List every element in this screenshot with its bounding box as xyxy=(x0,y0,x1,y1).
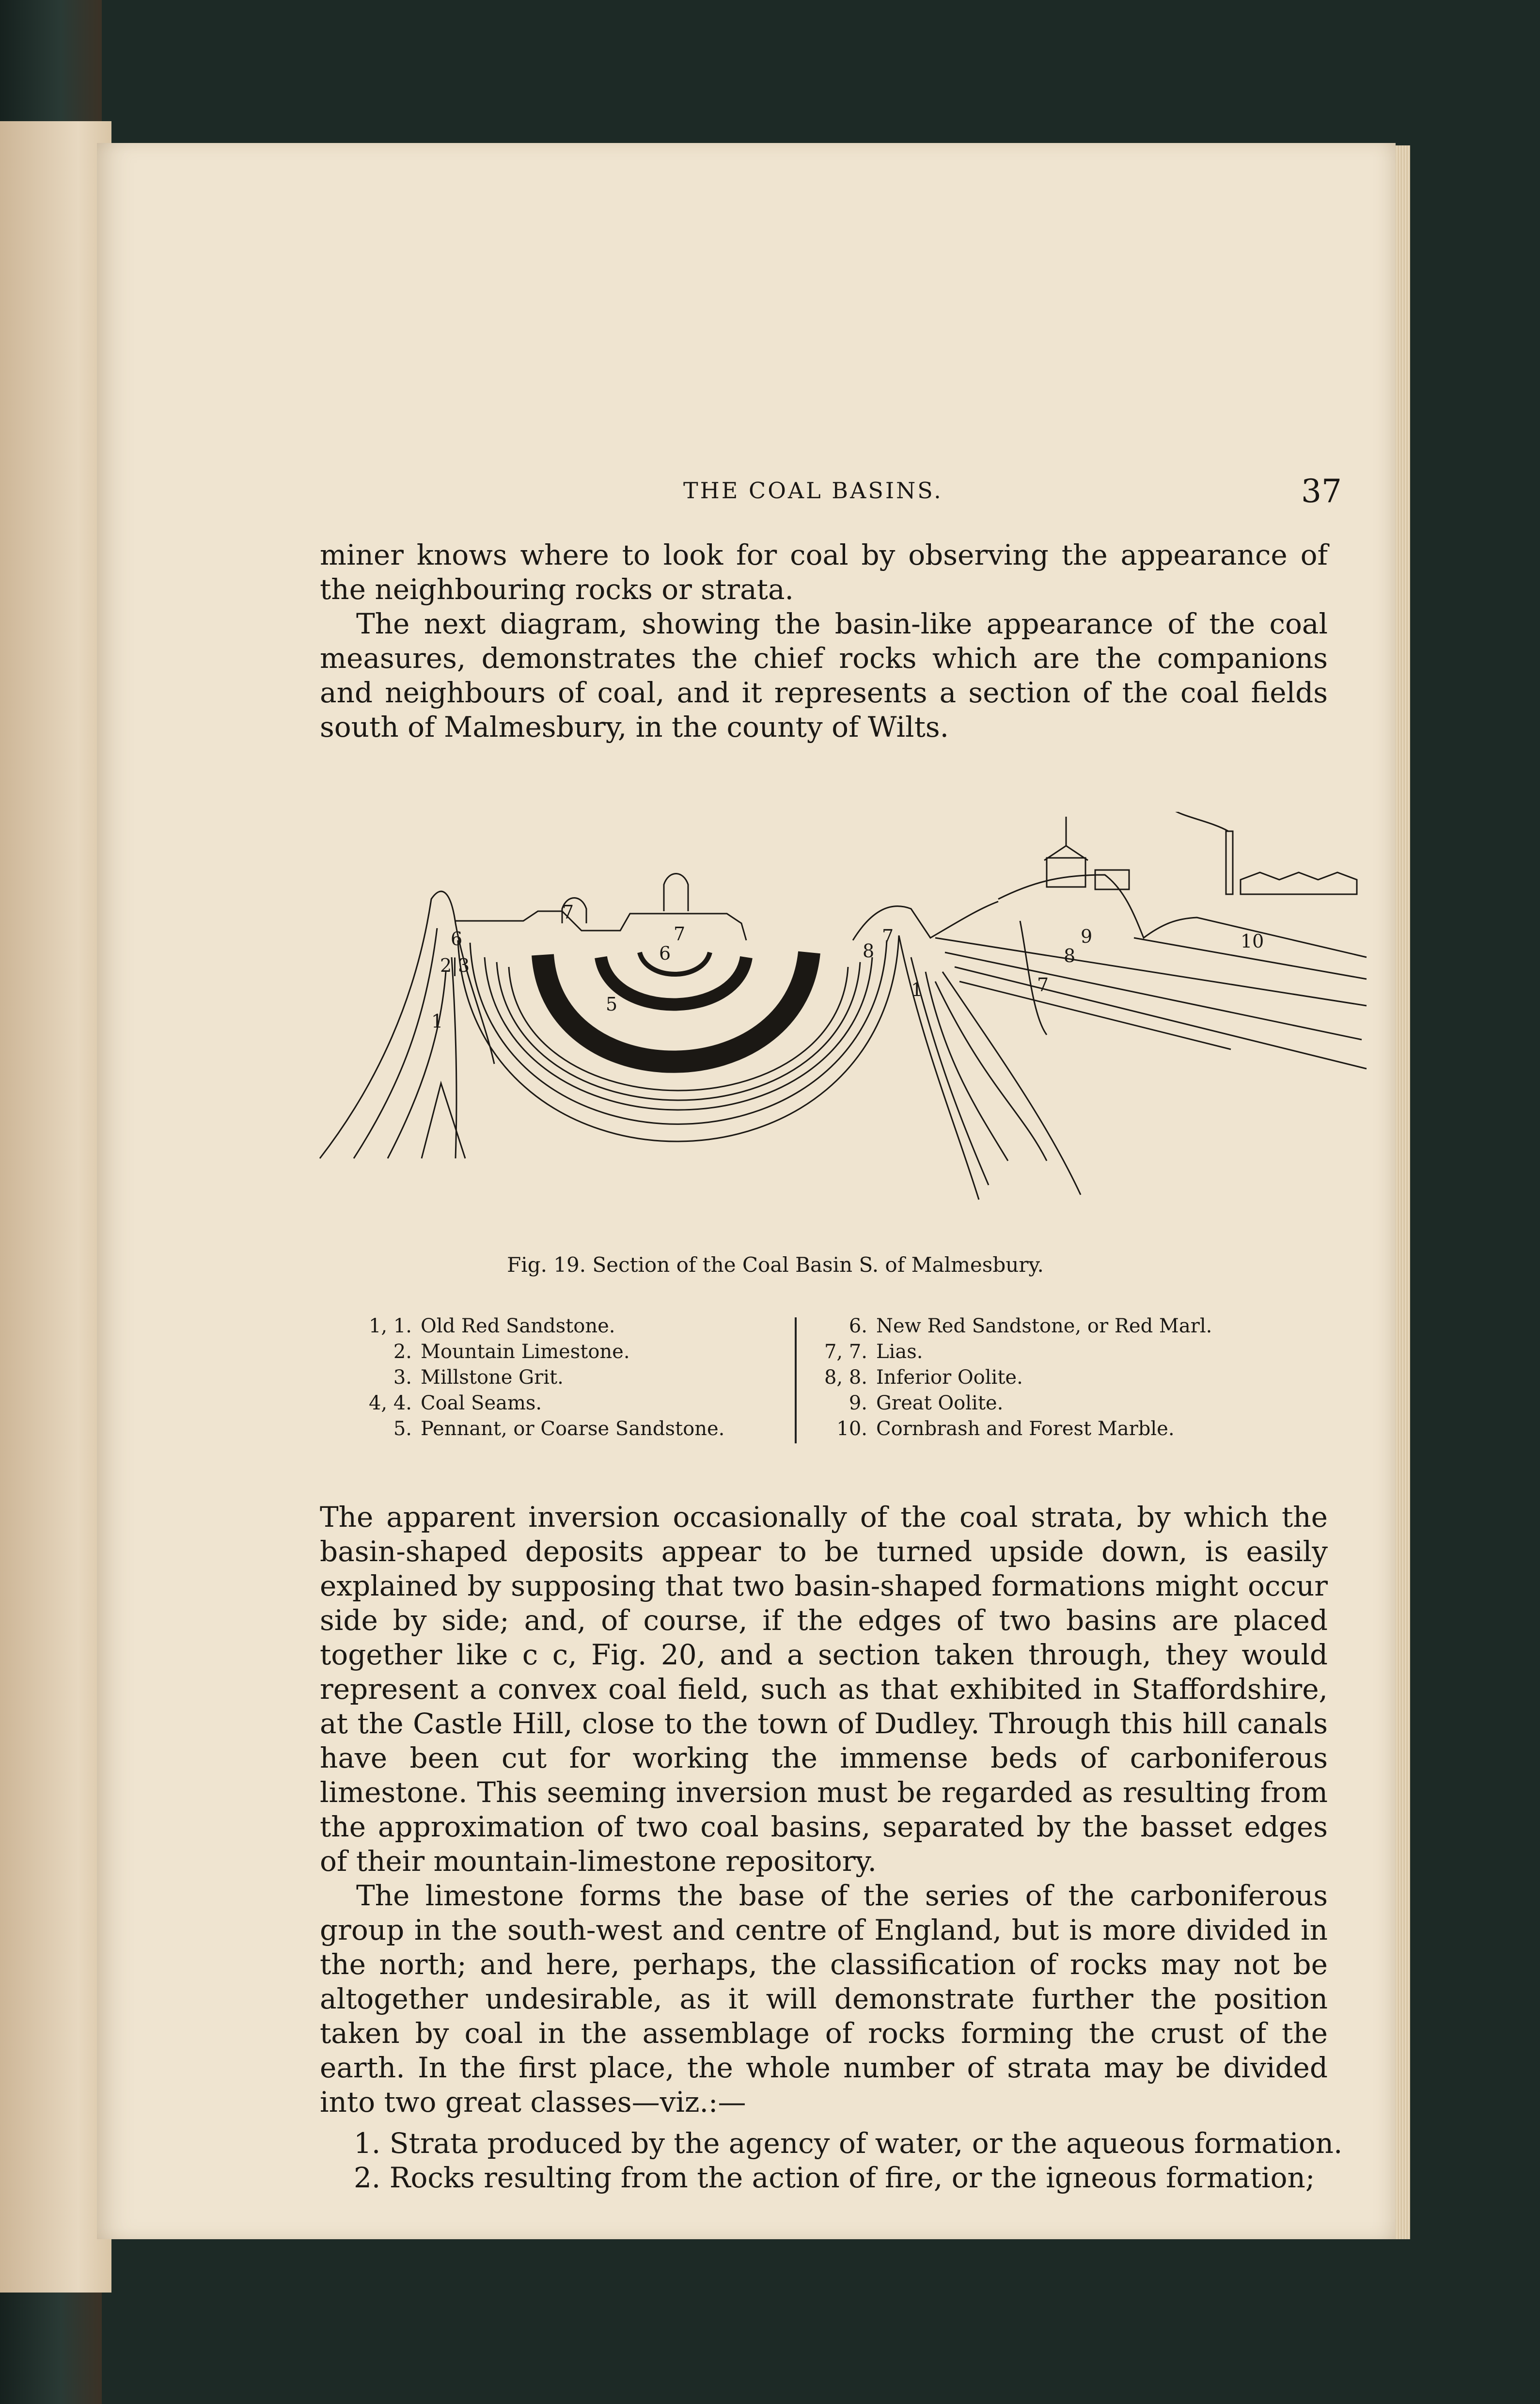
left-anticline-inner1 xyxy=(354,928,437,1158)
label-1-right: 1 xyxy=(911,979,923,1000)
factory-chimney xyxy=(1226,831,1233,894)
legend-text: Mountain Limestone. xyxy=(421,1341,630,1363)
label-4-inner: 4 xyxy=(674,1008,686,1029)
legend-divider xyxy=(795,1317,797,1443)
label-8-right: 8 xyxy=(1064,945,1076,966)
list-item: 1. Strata produced by the agency of water, or the aqueous formation. xyxy=(354,2127,1343,2160)
figure-legend xyxy=(349,1313,1308,1444)
legend-text: Inferior Oolite. xyxy=(876,1366,1023,1389)
legend-left-column xyxy=(349,1313,785,1442)
smoke xyxy=(1134,812,1228,831)
legend-item xyxy=(804,1391,1337,1416)
figure-caption-text: Fig. 19. Section of the Coal Basin S. of Malmesbury. xyxy=(507,1253,1044,1277)
body-text xyxy=(320,1500,1343,2195)
legend-item xyxy=(804,1365,1337,1391)
legend-item xyxy=(349,1391,785,1416)
label-1-left: 1 xyxy=(431,1011,443,1032)
hill-center-bump xyxy=(664,874,688,912)
legend-item xyxy=(349,1313,785,1339)
page-stack-edge xyxy=(1396,145,1410,2239)
legend-right-column xyxy=(804,1313,1337,1442)
legend-number: 10. xyxy=(836,1418,867,1440)
label-4-outer: 4 xyxy=(644,1071,657,1092)
legend-number: 6. xyxy=(849,1315,867,1337)
left-anticline-inner3 xyxy=(422,1083,465,1158)
paragraph-continued: miner knows where to look for coal by observing the appearance of the neighbouring rocks or strata. xyxy=(320,538,1328,606)
legend-number: 5. xyxy=(393,1418,412,1440)
previous-page-edge xyxy=(0,121,111,2293)
house-left xyxy=(1047,858,1085,887)
book-page xyxy=(97,143,1396,2239)
label-2-3: 2|3 xyxy=(440,955,470,976)
label-9: 9 xyxy=(1081,926,1093,947)
legend-text: New Red Sandstone, or Red Marl. xyxy=(876,1315,1212,1337)
legend-text: Cornbrash and Forest Marble. xyxy=(876,1418,1175,1440)
legend-number: 8, 8. xyxy=(824,1366,867,1389)
running-title: THE COAL BASINS. xyxy=(683,477,943,504)
legend-item xyxy=(349,1365,785,1391)
legend-number: 4, 4. xyxy=(368,1392,412,1414)
label-7-center: 7 xyxy=(674,923,686,945)
legend-number: 7, 7. xyxy=(824,1341,867,1363)
legend-text: Old Red Sandstone. xyxy=(421,1315,615,1337)
left-anticline-inner4 xyxy=(452,957,456,1158)
label-7-left: 7 xyxy=(562,902,574,923)
figure-caption xyxy=(97,1253,1396,1277)
legend-number: 1, 1. xyxy=(368,1315,412,1337)
left-anticline-inner2 xyxy=(388,972,446,1158)
house-mid xyxy=(1095,870,1129,889)
legend-text: Millstone Grit. xyxy=(421,1366,564,1389)
coal-seam-inner xyxy=(601,957,746,1005)
legend-item xyxy=(804,1416,1337,1442)
basin-arc-2 xyxy=(470,940,887,1124)
paragraph-limestone: The limestone forms the base of the series of the carboniferous group in the south-west and centre of England, but is more divided in the north; and here, perhaps, the classification of rocks may not be altogether undesirable, as it will demonstrate further the position taken by coal in the assemblage of rocks forming the crust of the earth. In the first place, the whole number of strata may be divided into two great classes—viz.:— xyxy=(320,1879,1328,2119)
right-strata-2 xyxy=(945,952,1362,1040)
paragraph-inversion: The apparent inversion occasionally of the coal strata, by which the basin-shaped deposits appear to be turned upside down, is easily explained by supposing that two basin-shaped formations might occur side by side; and, of course, if the edges of two basins are placed together like c c, Fig. 20, and a section taken through, they would represent a convex coal field, such as that exhibited in Staffordshire, at the Castle Hill, close to the town of Dudley. Through this hill canals have been cut for working the immense beds of carboniferous limestone. This seeming inversion must be regarded as resulting from the approximation of two coal basins, separated by the basset edges of their mountain-limestone repository. xyxy=(320,1501,1328,1878)
ground-surface-left xyxy=(456,911,746,940)
label-7-right: 7 xyxy=(1037,974,1049,996)
legend-item xyxy=(349,1416,785,1442)
legend-number: 9. xyxy=(849,1392,867,1414)
label-6-left: 6 xyxy=(451,928,463,949)
legend-text: Coal Seams. xyxy=(421,1392,542,1414)
label-10: 10 xyxy=(1241,931,1264,952)
right-strata-4 xyxy=(959,981,1231,1049)
legend-text: Great Oolite. xyxy=(876,1392,1004,1414)
label-7-outcrop: 7 xyxy=(882,926,894,947)
legend-text: Lias. xyxy=(876,1341,923,1363)
right-strata-3 xyxy=(955,967,1367,1069)
legend-item xyxy=(804,1339,1337,1365)
legend-item xyxy=(349,1339,785,1365)
houses-row xyxy=(1241,872,1357,894)
label-8-left: 8 xyxy=(863,940,875,962)
label-5: 5 xyxy=(606,994,618,1015)
paragraph-diagram-intro: The next diagram, showing the basin-like appearance of the coal measures, demonstrates the chief rocks which are the companions and neighbours of coal, and it represents a section of the coal fields south of Malmesbury, in the county of Wilts. xyxy=(320,607,1328,743)
label-6-center: 6 xyxy=(659,943,671,964)
coal-basin-section-figure xyxy=(310,812,1376,1234)
ground-surface-right xyxy=(853,902,998,940)
legend-number: 2. xyxy=(393,1341,412,1363)
running-head xyxy=(97,473,1396,511)
coal-seam-core xyxy=(640,952,710,974)
page-number: 37 xyxy=(1301,473,1342,510)
intro-text xyxy=(320,538,1328,744)
legend-item xyxy=(804,1313,1337,1339)
list-item: 2. Rocks resulting from the action of fire, or the igneous formation; xyxy=(354,2161,1315,2194)
legend-number: 3. xyxy=(393,1366,412,1389)
legend-text: Pennant, or Coarse Sandstone. xyxy=(421,1418,725,1440)
right-limb-1 xyxy=(899,935,979,1200)
